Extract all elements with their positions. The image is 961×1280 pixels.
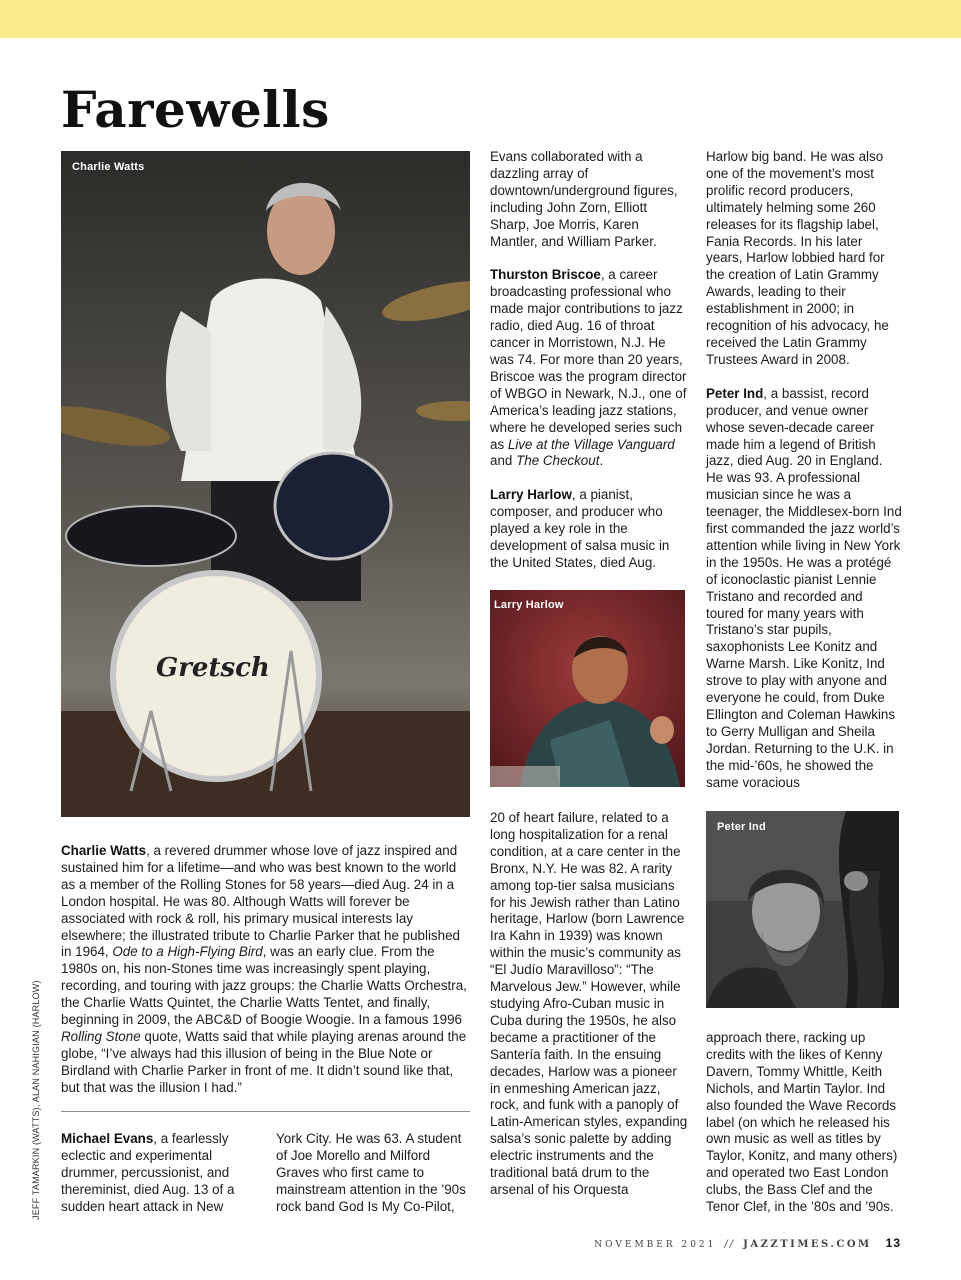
column-4-bottom [706, 1030, 902, 1216]
evans-name: Michael Evans [61, 1131, 154, 1146]
evans-column-2 [276, 1131, 472, 1216]
bassist-illustration [706, 811, 899, 1008]
harlow-text-1: , a pianist, composer, and producer who played a key role in the development of salsa music in the United States, died Aug. [490, 487, 670, 570]
section-divider [61, 1111, 470, 1112]
watts-paragraph [61, 843, 471, 1097]
column-4-top [706, 149, 902, 792]
watts-text-2: , was an early clue. From the 1980s on, his non-Stones time was increasingly spent playing, recording, and touring with jazz groups: the Charlie Watts Orchestra, the Charlie Watts Quintet, the Charlie Watts Tentet, and finally, beginning in 2009, the ABC&D of Boogie Woogie. In a famous 1996 [61, 944, 467, 1028]
peter-ind-photo [706, 811, 899, 1008]
page-footer [594, 1236, 901, 1250]
ind-text-1: , a bassist, record producer, and venue owner whose seven-decade career made him a legend of British jazz, died Aug. 20 in England. He was 93. A professional musician since he was a teenager, the Middlesex-born Ind first commanded the jazz world’s attention while living in New York in the 1950s. He was a protégé of iconoclastic pianist Lennie Tristano and recorded and toured for many years with Tristano’s star pupils, saxophonists Lee Konitz and Warne Marsh. Like Konitz, Ind strove to play with anyone and everyone he could, from Duke Ellington and Coleman Hawkins to Gerry Mulligan and Sheila Jordan. Returning to the U.K. in the mid-’60s, he showed the same voracious [706, 385, 902, 790]
top-accent-bar [0, 0, 961, 38]
evans-text-1: , a fearlessly eclectic and experimental drummer, percussionist, and thereminist, died Aug. 13 of a sudden heart attack in New [61, 1131, 235, 1214]
watts-photo-caption: Charlie Watts [72, 161, 145, 173]
harlow-text-3: Harlow big band. He was also one of the movement’s most prolific record producers, ultimately helming some 260 releases for its flagship label, Fania Records. In his later years, Harlow lobbied hard for the creation of Latin Grammy Awards, leading to their establishment in 2000; in recognition of his advocacy, he received the Latin Grammy Trustees Award in 2008. [706, 149, 889, 367]
watts-article [61, 843, 471, 1097]
harlow-name: Larry Harlow [490, 487, 572, 503]
harlow-photo-caption: Larry Harlow [494, 599, 564, 611]
briscoe-paragraph [490, 267, 688, 470]
charlie-watts-photo [61, 151, 470, 817]
watts-name: Charlie Watts [61, 843, 147, 858]
watts-text-3: quote, Watts said that while playing arenas around the globe, “I’ve always had this illusion of being in the Blue Note or Birdland with Charlie Parker in front of me. It didn’t sound like that, but that was the illusion I had.” [61, 1028, 467, 1095]
pianist-illustration [490, 590, 685, 787]
footer-separator: // [724, 1239, 736, 1250]
evans-paragraph-start [61, 1131, 251, 1216]
footer-site: JAZZTIMES.COM [743, 1239, 872, 1250]
larry-harlow-photo [490, 590, 685, 787]
briscoe-and: and [490, 453, 517, 469]
ind-name: Peter Ind [706, 385, 764, 401]
evans-text-3: Evans collaborated with a dazzling array of downtown/underground figures, including John Zorn, Elliott Sharp, Joe Morris, Karen Mantler, and William Parker. [490, 149, 678, 249]
harlow-paragraph-start [490, 487, 688, 572]
ind-paragraph-start [706, 386, 902, 792]
briscoe-show-2: The Checkout [516, 453, 600, 469]
watts-text-1: , a revered drummer whose love of jazz inspired and sustained him for a lifetime—and who was best known to the world as a member of the Rolling Stones for 58 years—died Aug. 24 in a London hospital. He was 80. Although Watts will forever be associated with rock & roll, his primary musical interests lay elsewhere; the illustrated tribute to Charlie Parker that he published in 1964, [61, 843, 460, 960]
harlow-text-2: 20 of heart failure, related to a long hospitalization for a renal condition, at a care center in the Bronx, N.Y. He was 82. A rarity among top-tier salsa musicians for his Jewish rather than Latino heritage, Harlow (born Lawrence Ira Kahn in 1939) was known within the music’s community as “El Judío Maravilloso”: “The Marvelous Jew.” However, while studying Afro-Cuban music in Cuba during the 1950s, he also became a practitioner of the Santería faith. In the ensuing decades, Harlow was a pioneer in enmeshing American jazz, rock, and funk with a panoply of Latin-American styles, expanding salsa’s sonic palette by adding electric instruments and the traditional batá drum to the arsenal of his Orquesta [490, 810, 688, 1197]
footer-issue-date: NOVEMBER 2021 [594, 1240, 717, 1250]
briscoe-name: Thurston Briscoe [490, 267, 601, 283]
ind-text-2: approach there, racking up credits with the likes of Kenny Davern, Tommy Whittle, Keith Nichols, and Martin Taylor. Ind also founded the Wave Records label (on which he released his own music as well as titles by Taylor, Konitz, and many others) and operated two East London clubs, the Bass Clef and the Tenor Clef, in the ’80s and ’90s. [706, 1030, 898, 1215]
briscoe-show-1: Live at the Village Vanguard [507, 436, 675, 452]
page-title: Farewells [61, 80, 330, 139]
photo-credit: JEFF TAMARKIN (WATTS), ALAN NAHIGIAN (HARLOW) [31, 980, 41, 1220]
briscoe-text-1: , a career broadcasting professional who made major contributions to jazz radio, died Aug. 16 of throat cancer in Morristown, N.J. He was 74. For more than 20 years, Briscoe was the program director of WBGO in Newark, N.J., one of America’s leading jazz stations, where he developed series such as [490, 267, 687, 452]
column-3-top [490, 149, 688, 572]
drummer-illustration [61, 151, 470, 817]
evans-column-1 [61, 1131, 251, 1216]
svg-text:Gretsch: Gretsch [156, 653, 270, 683]
column-3-bottom [490, 810, 688, 1199]
briscoe-end: . [599, 453, 604, 469]
evans-text-2: York City. He was 63. A student of Joe Morello and Milford Graves who first came to mainstream attention in the ’90s rock band God Is My Co-Pilot, [276, 1131, 466, 1214]
watts-magazine-title: Rolling Stone [61, 1028, 141, 1044]
watts-book-title: Ode to a High-Flying Bird [112, 944, 263, 960]
ind-photo-caption: Peter Ind [717, 821, 766, 833]
page-number: 13 [885, 1236, 901, 1250]
